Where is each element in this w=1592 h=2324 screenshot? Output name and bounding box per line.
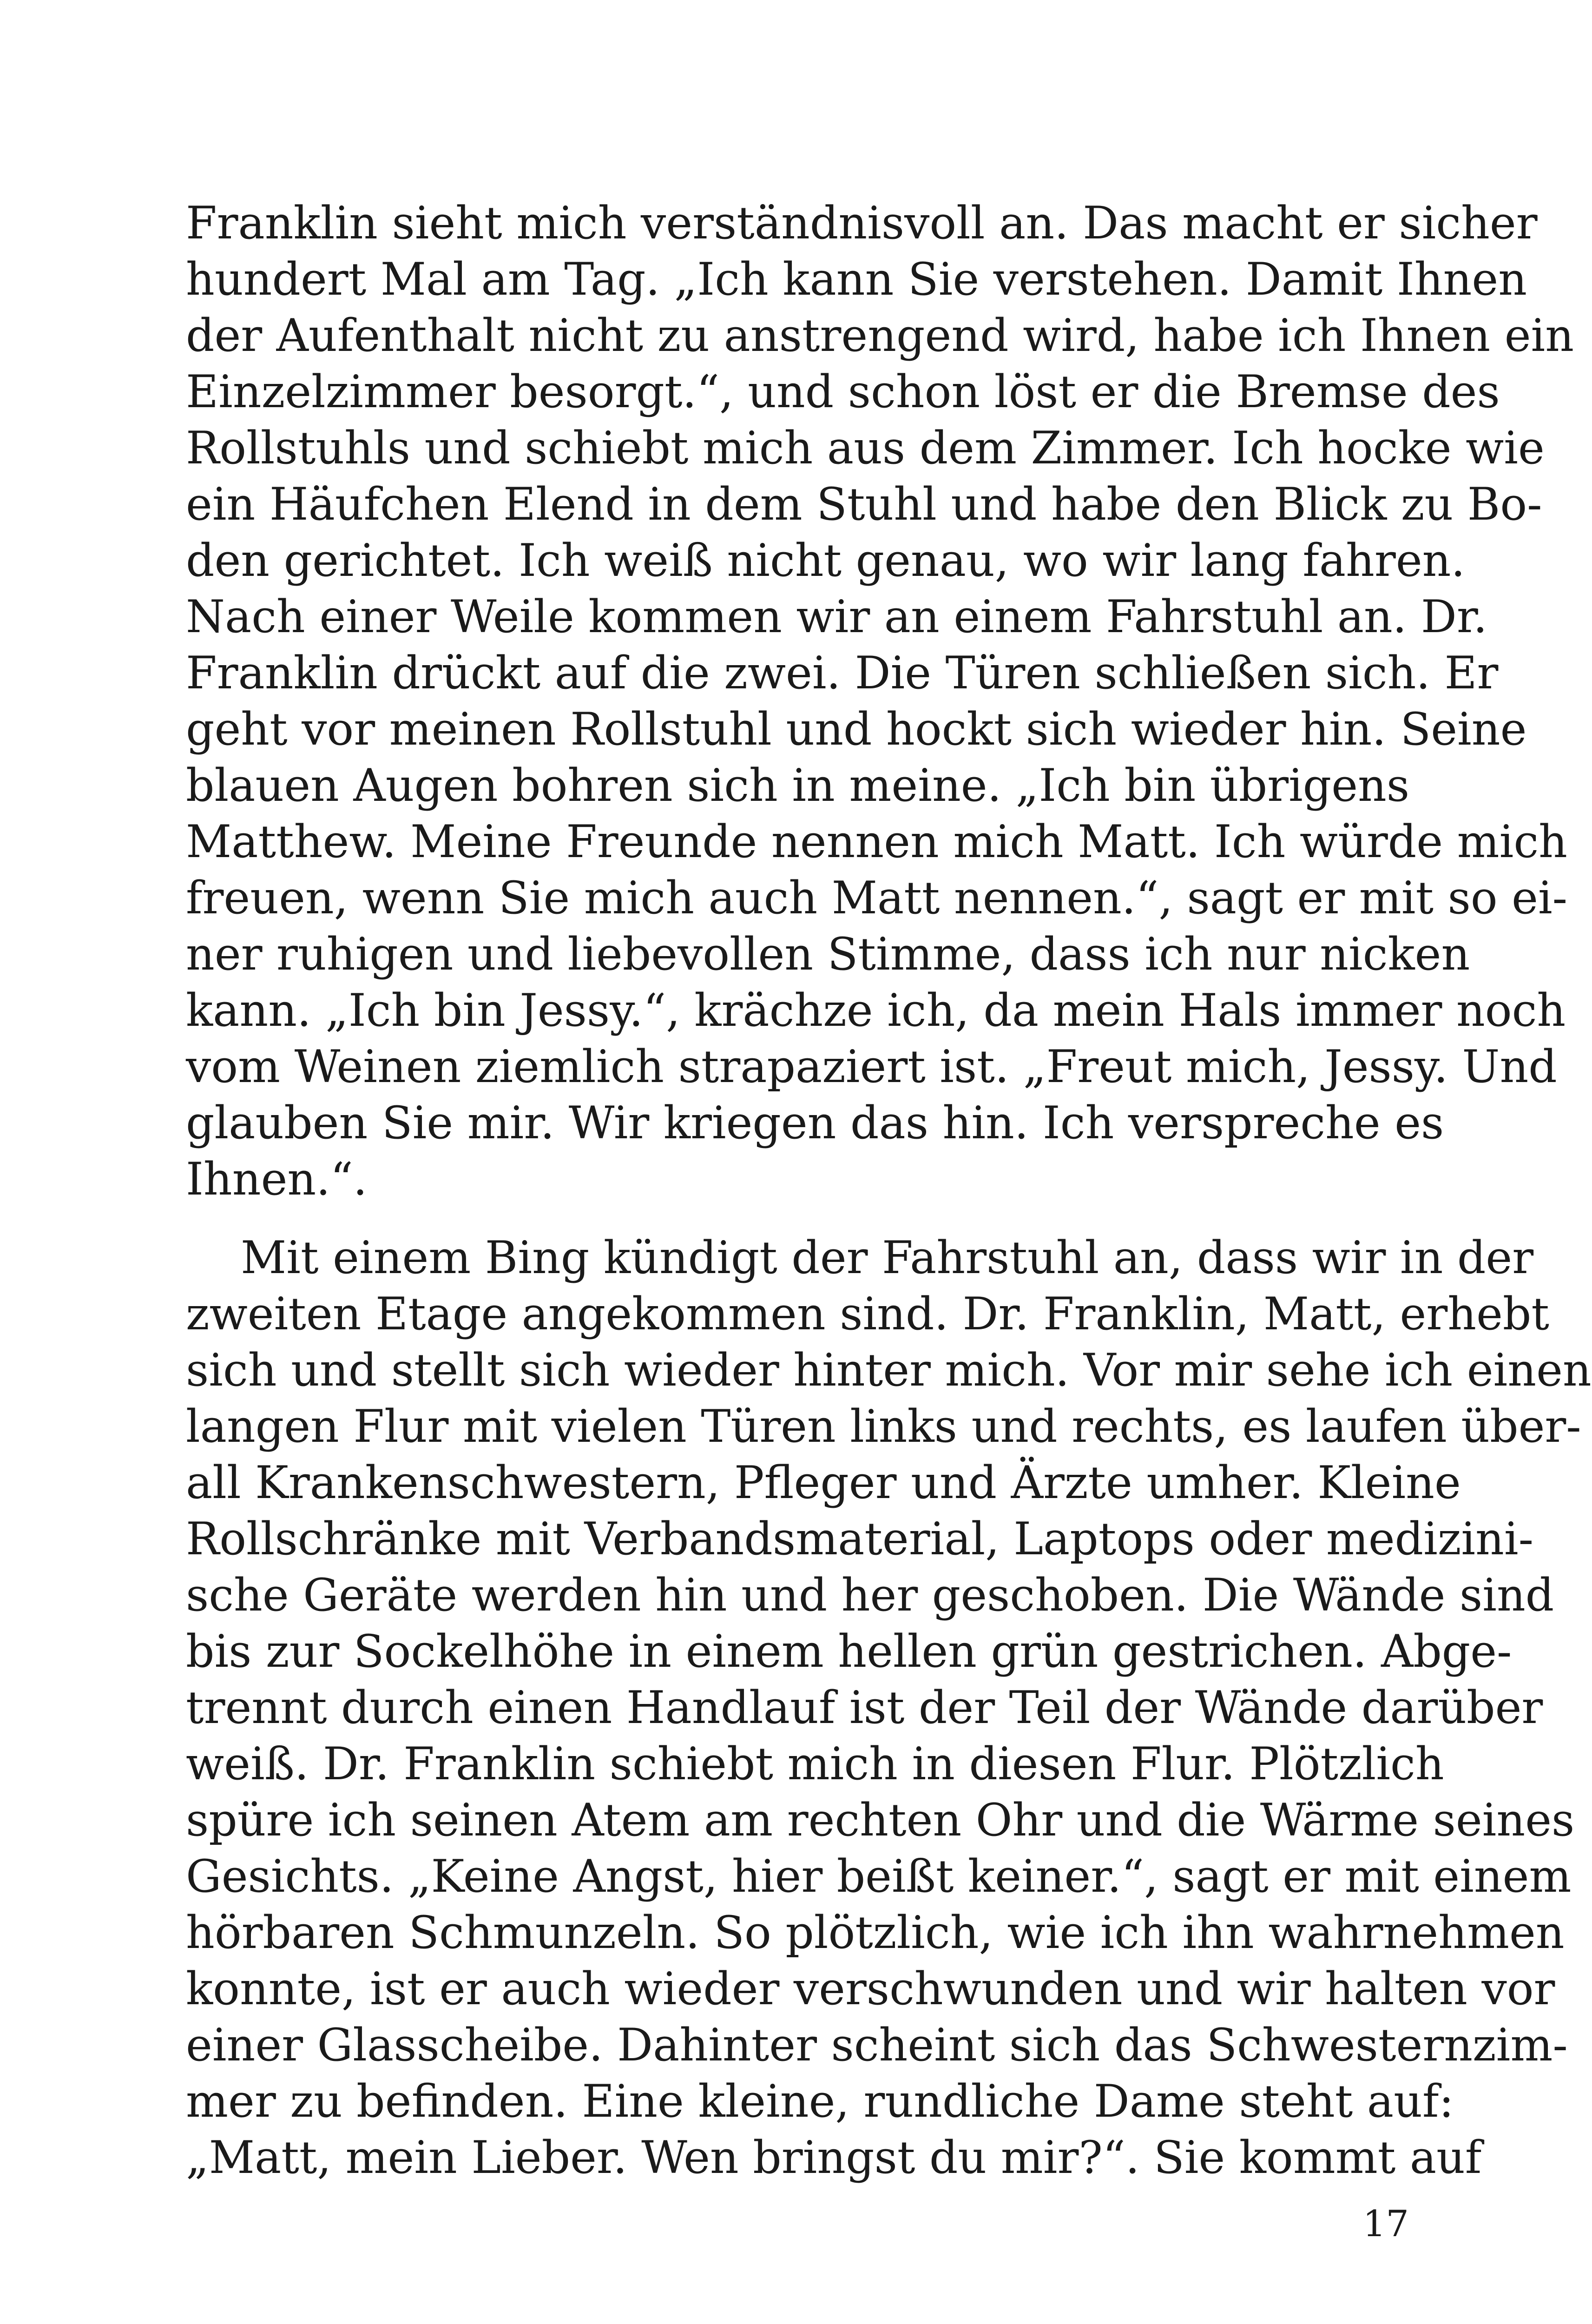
text-line: Franklin drückt auf die zwei. Die Türen schließen sich. Er	[186, 647, 1499, 699]
text-line: zweiten Etage angekommen sind. Dr. Franklin, Matt, erhebt	[186, 1288, 1549, 1340]
page-number: 17	[1362, 2203, 1409, 2245]
text-line: langen Flur mit vielen Türen links und rechts, es laufen über-	[186, 1400, 1581, 1452]
text-line: Ihnen.“.	[186, 1153, 368, 1205]
text-line: geht vor meinen Rollstuhl und hockt sich wieder hin. Seine	[186, 703, 1527, 755]
text-line: Mit einem Bing kündigt der Fahrstuhl an, dass wir in der	[241, 1232, 1534, 1284]
text-line: bis zur Sockelhöhe in einem hellen grün gestrichen. Abge-	[186, 1625, 1512, 1677]
text-line: ner ruhigen und liebevollen Stimme, dass ich nur nicken	[186, 928, 1470, 980]
text-line: Gesichts. „Keine Angst, hier beißt keiner.“, sagt er mit einem	[186, 1850, 1572, 1902]
text-line: sche Geräte werden hin und her geschoben. Die Wände sind	[186, 1569, 1554, 1621]
text-line: all Krankenschwestern, Pfleger und Ärzte umher. Kleine	[186, 1457, 1461, 1509]
text-line: konnte, ist er auch wieder verschwunden und wir halten vor	[186, 1963, 1555, 2015]
text-line: hörbaren Schmunzeln. So plötzlich, wie ich ihn wahrnehmen	[186, 1907, 1565, 1959]
paragraph-2	[186, 1230, 1592, 2186]
book-page	[186, 195, 1592, 2324]
text-line: trennt durch einen Handlauf ist der Teil der Wände darüber	[186, 1682, 1543, 1734]
text-line: freuen, wenn Sie mich auch Matt nennen.“, sagt er mit so ei-	[186, 872, 1568, 924]
text-line: Einzelzimmer besorgt.“, und schon löst er die Bremse des	[186, 366, 1500, 418]
text-line: vom Weinen ziemlich strapaziert ist. „Freut mich, Jessy. Und	[186, 1041, 1557, 1093]
text-line: spüre ich seinen Atem am rechten Ohr und die Wärme seines	[186, 1794, 1575, 1846]
text-line: Rollschränke mit Verbandsmaterial, Laptops oder medizini-	[186, 1513, 1534, 1565]
text-line: Matthew. Meine Freunde nennen mich Matt. Ich würde mich	[186, 816, 1567, 868]
paragraph-1	[186, 195, 1574, 1208]
text-line: hundert Mal am Tag. „Ich kann Sie verstehen. Damit Ihnen	[186, 253, 1527, 305]
text-line: sich und stellt sich wieder hinter mich. Vor mir sehe ich einen	[186, 1344, 1592, 1396]
text-line: mer zu befinden. Eine kleine, rundliche Dame steht auf:	[186, 2075, 1454, 2127]
text-line: Nach einer Weile kommen wir an einem Fahrstuhl an. Dr.	[186, 591, 1487, 643]
text-line: ein Häufchen Elend in dem Stuhl und habe den Blick zu Bo-	[186, 478, 1542, 530]
text-line: „Matt, mein Lieber. Wen bringst du mir?“. Sie kommt auf	[186, 2132, 1482, 2184]
text-line: der Aufenthalt nicht zu anstrengend wird, habe ich Ihnen ein	[186, 310, 1574, 362]
text-line: blauen Augen bohren sich in meine. „Ich bin übrigens	[186, 759, 1410, 812]
text-line: glauben Sie mir. Wir kriegen das hin. Ich verspreche es	[186, 1097, 1444, 1149]
text-line: Franklin sieht mich verständnisvoll an. Das macht er sicher	[186, 197, 1538, 249]
text-line: Rollstuhls und schiebt mich aus dem Zimmer. Ich hocke wie	[186, 422, 1545, 474]
text-line: weiß. Dr. Franklin schiebt mich in diesen Flur. Plötzlich	[186, 1738, 1444, 1790]
text-line: kann. „Ich bin Jessy.“, krächze ich, da mein Hals immer noch	[186, 984, 1566, 1037]
text-line: einer Glasscheibe. Dahinter scheint sich das Schwesternzim-	[186, 2019, 1568, 2071]
text-line: den gerichtet. Ich weiß nicht genau, wo wir lang fahren.	[186, 535, 1465, 587]
